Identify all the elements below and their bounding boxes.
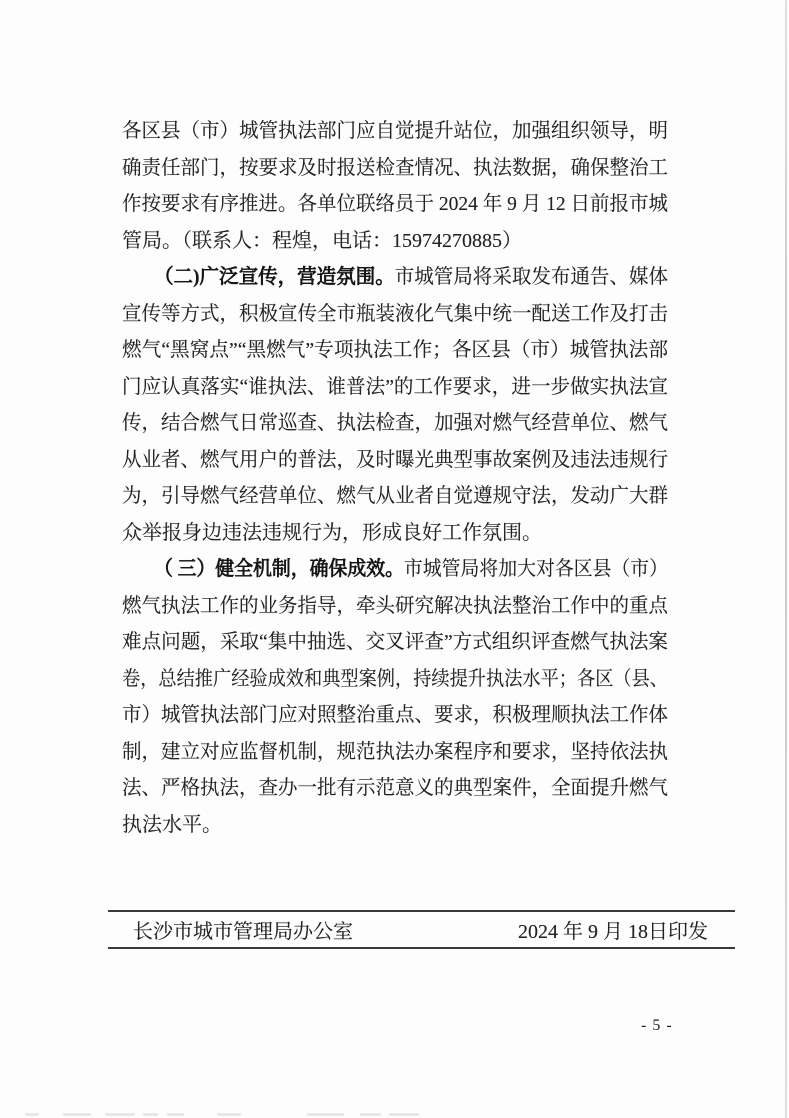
- scan-artifact-dash: [307, 1113, 344, 1116]
- body-text: 难点问题，采取“集中抽选、交叉评查”方式组织评查燃气执法案: [122, 631, 668, 653]
- body-line: [122, 697, 668, 734]
- paragraph: [122, 113, 668, 259]
- body-text: 传，结合燃气日常巡查、执法检查，加强对燃气经营单位、燃气: [122, 412, 668, 434]
- body-text: 法、严格执法，查办一批有示范意义的典型案件，全面提升燃气: [122, 777, 668, 799]
- footer-colophon: [108, 910, 735, 949]
- document-body: [122, 113, 668, 843]
- body-line-text: [122, 113, 668, 150]
- body-line-text: [122, 624, 668, 661]
- body-text: 确责任部门，按要求及时报送检查情况、执法数据，确保整治工: [122, 156, 668, 179]
- body-text: 燃气“黑窝点”“黑燃气”专项执法工作；各区县（市）城管执法部: [122, 339, 668, 361]
- body-line-text: [122, 186, 668, 223]
- body-line-text: [122, 515, 542, 552]
- body-line: [122, 515, 668, 552]
- body-line-text: [122, 661, 668, 698]
- body-text: 门应认真落实“谁执法、谁普法”的工作要求，进一步做实执法宣: [122, 375, 668, 398]
- scan-artifact-dash: [25, 1113, 39, 1116]
- body-line: [122, 113, 668, 150]
- body-text: 市城管局将采取发布通告、媒体: [394, 266, 668, 288]
- body-line: [122, 369, 668, 406]
- footer-issuer: 长沙市城市管理局办公室: [133, 921, 353, 943]
- body-line: [122, 442, 668, 479]
- body-text: 为，引导燃气经营单位、燃气从业者自觉遵规守法，发动广大群: [122, 485, 668, 507]
- body-line-text: [122, 734, 668, 771]
- section-heading: （二)广泛宣传，营造氛围。: [154, 266, 395, 288]
- body-text: 卷，总结推广经验成效和典型案例，持续提升执法水平；各区（县、: [122, 667, 668, 690]
- body-line: [122, 223, 668, 260]
- body-line: [122, 405, 668, 442]
- body-text: 燃气执法工作的业务指导，牵头研究解决执法整治工作中的重点: [122, 594, 668, 617]
- body-text: 作按要求有序推进。各单位联络员于 2024 年 9 月 12 日前报市城: [122, 193, 668, 215]
- body-line-text: [154, 551, 668, 588]
- body-text: 从业者、燃气用户的普法，及时曝光典型事故案例及违法违规行: [122, 448, 668, 471]
- body-line-text: [122, 223, 522, 260]
- body-line-text: [122, 770, 668, 807]
- body-line: [122, 551, 668, 588]
- body-line-text: [122, 369, 668, 406]
- body-line: [122, 770, 668, 807]
- body-line: [122, 478, 668, 515]
- section-heading: （ 三）健全机制，确保成效。: [154, 558, 404, 580]
- body-text: 管局。（联系人：程煌，电话：15974270885）: [122, 229, 522, 252]
- body-line: [122, 807, 668, 844]
- body-text: 市城管局将加大对各区县（市）: [403, 558, 668, 580]
- body-text: 市）城管执法部门应对照整治重点、要求，积极理顺执法工作体: [122, 704, 668, 726]
- body-line-text: [122, 150, 668, 187]
- body-text: 众举报身边违法违规行为，形成良好工作氛围。: [122, 521, 542, 544]
- body-line: [122, 296, 668, 333]
- scan-artifact-dash: [360, 1113, 381, 1116]
- scan-artifact-dash: [167, 1113, 184, 1116]
- footer-print-date: 2024 年 9 月 18日印发: [518, 921, 708, 943]
- body-line-text: [122, 332, 668, 369]
- page-number: - 5 -: [641, 1017, 673, 1034]
- body-line-text: [122, 697, 668, 734]
- body-line-text: [122, 405, 668, 442]
- body-text: 宣传等方式，积极宣传全市瓶装液化气集中统一配送工作及打击: [122, 302, 668, 325]
- body-line: [122, 661, 668, 698]
- scan-artifact-dash: [389, 1113, 419, 1116]
- paragraph: [122, 259, 668, 551]
- body-line-text: [122, 807, 222, 844]
- body-text: 制，建立对应监督机制，规范执法办案程序和要求，坚持依法执: [122, 740, 668, 763]
- scan-artifact-dash: [105, 1113, 135, 1116]
- body-line: [122, 734, 668, 771]
- body-line: [122, 186, 668, 223]
- scan-edge-artifact: [785, 0, 787, 1118]
- body-line-text: [154, 259, 668, 296]
- body-line-text: [122, 296, 668, 333]
- scan-artifact-dash: [217, 1113, 241, 1116]
- body-line-text: [122, 478, 668, 515]
- body-text: 执法水平。: [122, 813, 222, 836]
- scan-artifact-dash: [63, 1113, 91, 1116]
- body-line: [122, 624, 668, 661]
- paragraph: [122, 551, 668, 843]
- scan-artifact-dash: [143, 1113, 158, 1116]
- body-line-text: [122, 588, 668, 625]
- body-line: [122, 588, 668, 625]
- body-line-text: [122, 442, 668, 479]
- body-line: [122, 259, 668, 296]
- body-text: 各区县（市）城管执法部门应自觉提升站位，加强组织领导，明: [122, 120, 668, 142]
- body-line: [122, 332, 668, 369]
- body-line: [122, 150, 668, 187]
